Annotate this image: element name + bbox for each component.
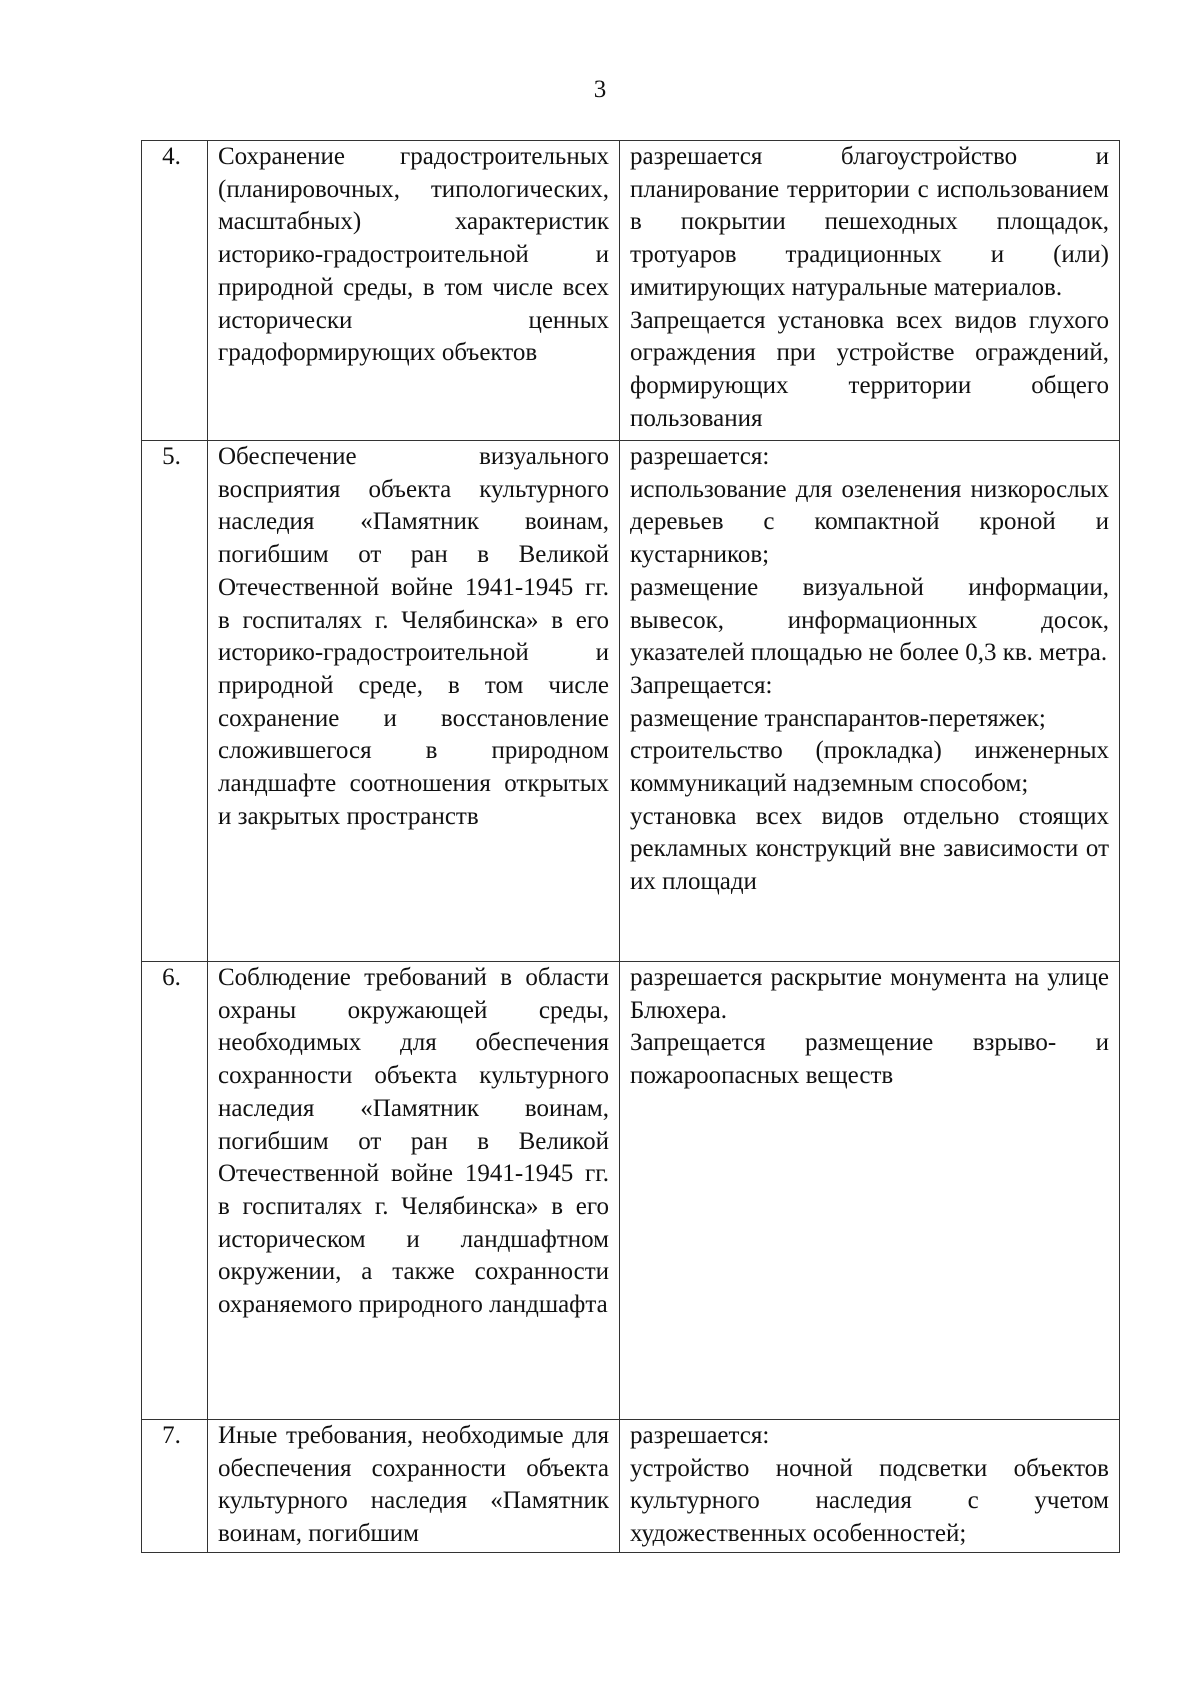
requirements-table (141, 140, 1120, 1553)
regulation-paragraph: строительство (прокладка) инженерных коммуникаций надземным способом; (630, 737, 1109, 798)
table-row (142, 1420, 1120, 1553)
table-row (142, 962, 1120, 1420)
regulation-paragraph: использование для озеленения низкорослых деревьев с компактной кроной и кустарников; (630, 475, 1109, 569)
regulation-paragraph: разрешается: (630, 443, 770, 470)
requirement-cell: Сохранение градостроительных (планировочных, типологических, масштабных) характеристик историко-градостроительной и природной среды, в том числе всех исторически ценных градоформирующих объектов (208, 141, 620, 441)
regulation-paragraph: разрешается: (630, 1422, 770, 1449)
regulation-paragraph: установка всех видов отдельно стоящих рекламных конструкций вне зависимости от их площади (630, 802, 1109, 896)
regulation-paragraph: Запрещается: (630, 671, 773, 699)
regulation-paragraph: Запрещается размещение взрыво- и пожароопасных веществ (630, 1029, 1109, 1090)
row-number: 5. (142, 441, 208, 962)
regulation-paragraph: размещение визуальной информации, вывесок, информационных досок, указателей площадью не более 0,3 кв. метра. (630, 573, 1109, 667)
regulation-paragraph: разрешается раскрытие монумента на улице Блюхера. (630, 964, 1109, 1024)
regulation-cell (620, 1420, 1120, 1553)
table-row (142, 141, 1120, 441)
regulation-paragraph: разрешается благоустройство и планирование территории с использованием в покрытии пешеходных площадок, тротуаров традиционных и (или) имитирующих натуральные материалов. (630, 143, 1109, 301)
requirement-cell: Соблюдение требований в области охраны окружающей среды, необходимых для обеспечения сохранности объекта культурного наследия «Памятник воинам, погибшим от ран в Великой Отечественной войне 1941-1945 гг. в госпиталях г. Челябинска» в его историческом и ландшафтном окружении, а также сохранности охраняемого природного ландшафта (208, 962, 620, 1420)
row-number: 7. (142, 1420, 208, 1553)
requirement-cell: Обеспечение визуального восприятия объекта культурного наследия «Памятник воинам, погибшим от ран в Великой Отечественной войне 1941-1945 гг. в госпиталях г. Челябинска» в его историко-градостроительной и природной среде, в том числе сохранение и восстановление сложившегося в природном ландшафте соотношения открытых и закрытых пространств (208, 441, 620, 962)
page-number: 3 (593, 76, 607, 103)
regulation-paragraph: Запрещается установка всех видов глухого ограждения при устройстве ограждений, формирующих территории общего пользования (630, 306, 1109, 432)
requirement-cell: Иные требования, необходимые для обеспечения сохранности объекта культурного наследия «Памятник воинам, погибшим (208, 1420, 620, 1553)
regulation-paragraph: устройство ночной подсветки объектов культурного наследия с учетом художественных особенностей; (630, 1454, 1109, 1548)
row-number: 4. (142, 141, 208, 441)
regulation-cell (620, 141, 1120, 441)
table-row (142, 441, 1120, 962)
regulation-paragraph: размещение транспарантов-перетяжек; (630, 704, 1046, 732)
regulation-cell (620, 441, 1120, 962)
row-number: 6. (142, 962, 208, 1420)
regulation-cell (620, 962, 1120, 1420)
